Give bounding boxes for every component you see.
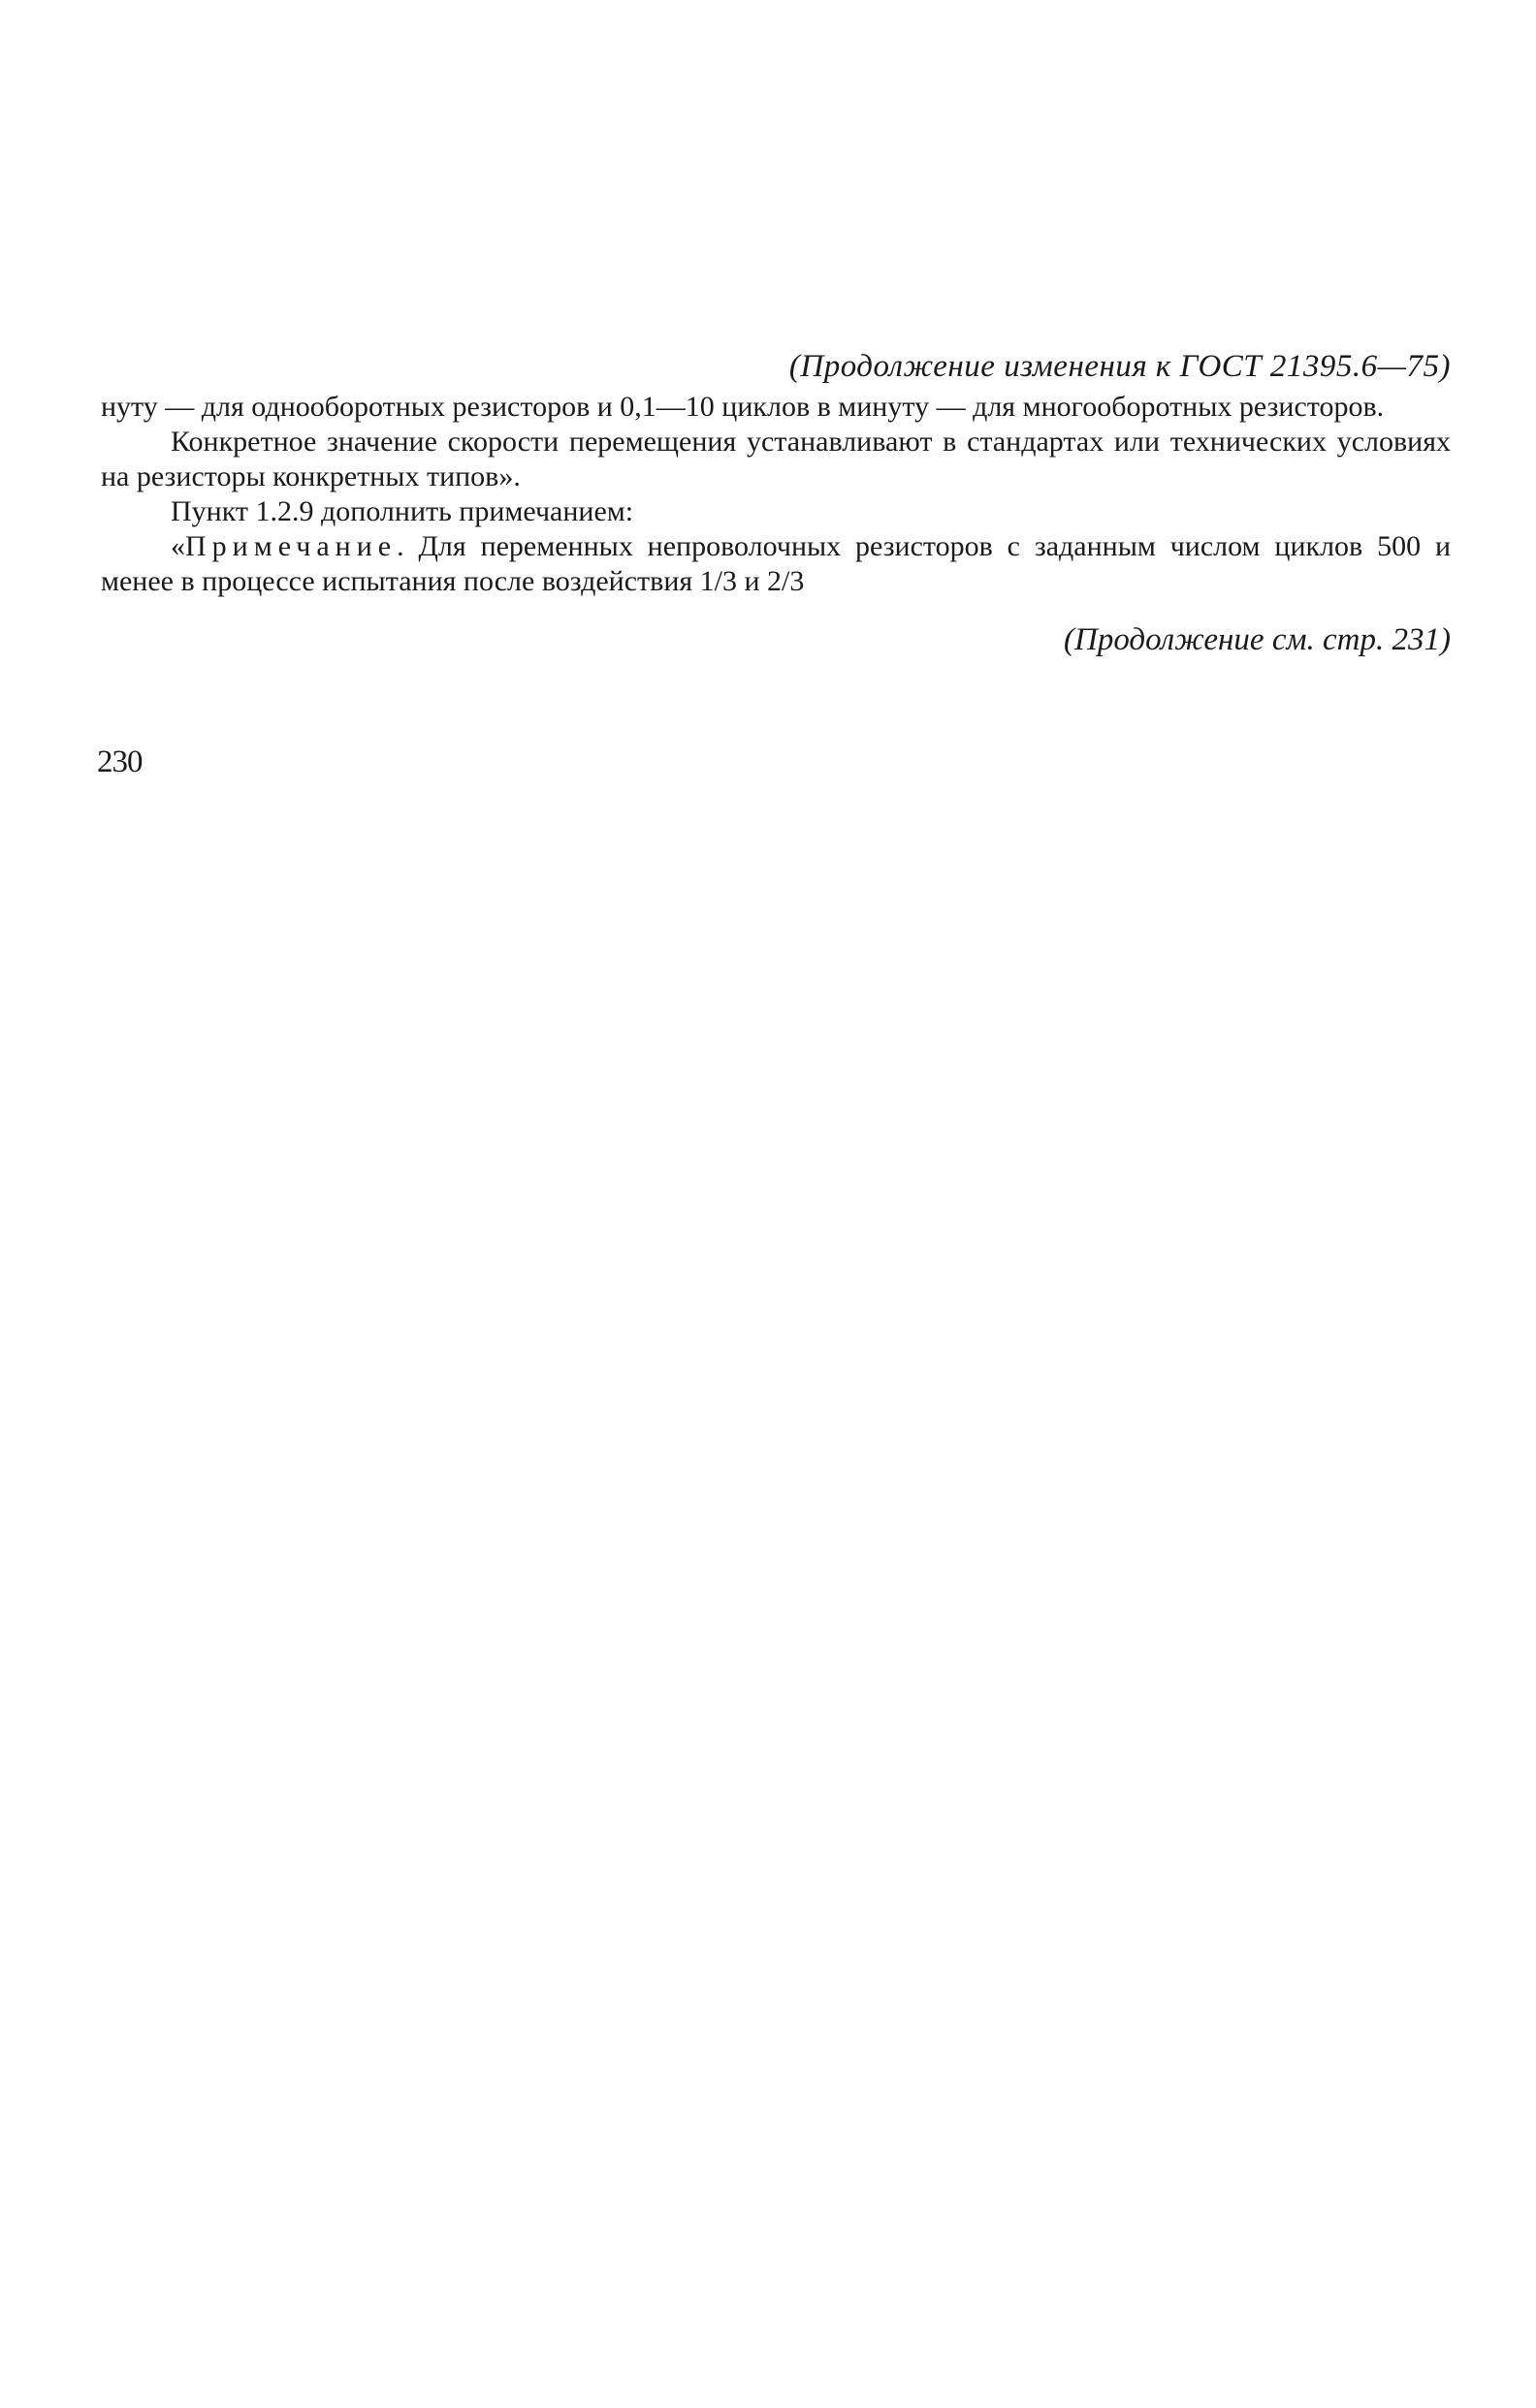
note-open-quote: « (171, 530, 185, 562)
note-text: . Для переменных непроволочных резисторов с заданным числом циклов 500 и менее в процессе испытания после воздействия 1/3 и 2/3 (101, 530, 1451, 597)
note-label: Примечание (185, 530, 398, 562)
paragraph-continuation: нуту — для однооборотных резисторов и 0,1—10 циклов в минуту — для многооборотных резисторов. (101, 391, 1385, 423)
paragraph-speed-value: Конкретное значение скорости перемещения устанавливают в стандартах или технических условиях на резисторы конкретных типов». (101, 426, 1451, 492)
page-number: 230 (97, 745, 143, 779)
continuation-footer: (Продолжение см. стр. 231) (1064, 622, 1451, 657)
paragraph-note (101, 529, 1451, 599)
continuation-header: (Продолжение изменения к ГОСТ 21395.6—75) (788, 349, 1451, 384)
paragraph-item-1-2-9: Пункт 1.2.9 дополнить примечанием: (171, 495, 634, 527)
text-block (101, 349, 1451, 657)
